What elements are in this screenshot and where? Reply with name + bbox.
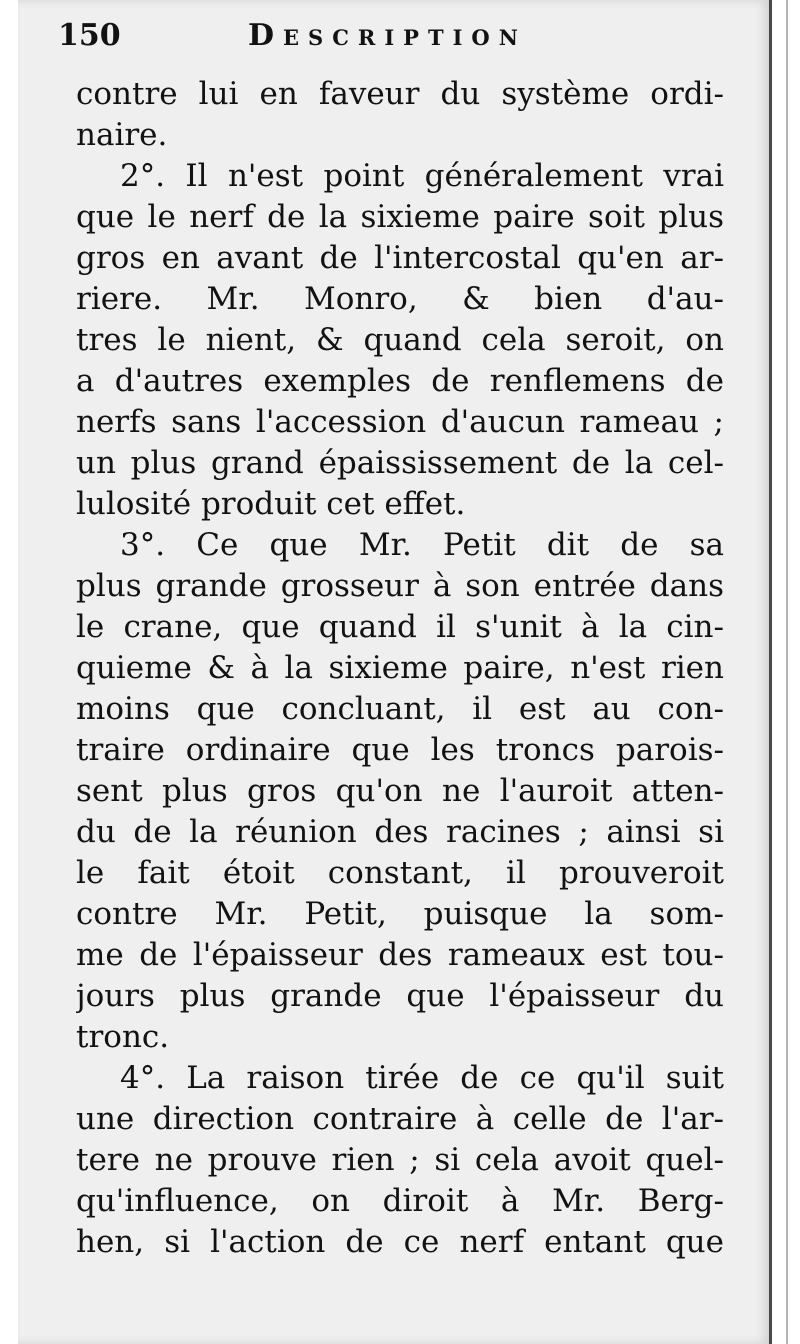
text-line: contre Mr. Petit, puisque la som-: [76, 896, 724, 932]
text-line: tere ne prouve rien ; si cela avoit quel-: [76, 1142, 724, 1178]
text-line: tronc.: [76, 1019, 170, 1055]
paragraph-start-line: 3°. Ce que Mr. Petit dit de sa: [120, 527, 724, 563]
text-line: du de la réunion des racines ; ainsi si: [76, 814, 724, 850]
text-line: le crane, que quand il s'unit à la cin-: [76, 609, 724, 645]
text-line: le fait étoit constant, il prouveroit: [76, 855, 724, 891]
text-line: traire ordinaire que les troncs parois-: [76, 732, 724, 768]
text-line: jours plus grande que l'épaisseur du: [76, 978, 724, 1014]
text-line: moins que concluant, il est au con-: [76, 691, 724, 727]
page-header: [58, 16, 738, 56]
text-line: que le nerf de la sixieme paire soit plus: [76, 199, 724, 235]
page-edge-shadow: [769, 0, 772, 1344]
text-line: gros en avant de l'intercostal qu'en ar-: [76, 240, 724, 276]
text-line: naire.: [76, 117, 168, 153]
page-edge-shadow: [786, 0, 788, 1344]
book-page: [18, 0, 770, 1344]
text-line: quieme & à la sixieme paire, n'est rien: [76, 650, 724, 686]
text-line: un plus grand épaississement de la cel-: [76, 445, 724, 481]
text-line: a d'autres exemples de renflemens de: [76, 363, 724, 399]
page-number: 150: [58, 18, 121, 53]
text-line: qu'influence, on diroit à Mr. Berg-: [76, 1183, 724, 1219]
text-line: tres le nient, & quand cela seroit, on: [76, 322, 724, 358]
text-line: sent plus gros qu'on ne l'auroit atten-: [76, 773, 724, 809]
text-line: nerfs sans l'accession d'aucun rameau ;: [76, 404, 724, 440]
text-line: riere. Mr. Monro, & bien d'au-: [76, 281, 724, 317]
text-line: contre lui en faveur du système ordi-: [76, 76, 724, 112]
paragraph-start-line: 2°. Il n'est point généralement vrai: [120, 158, 724, 194]
text-line: plus grande grosseur à son entrée dans: [76, 568, 724, 604]
text-line: me de l'épaisseur des rameaux est tou-: [76, 937, 724, 973]
running-title: Description: [248, 18, 527, 53]
body-text: [76, 74, 724, 1263]
paragraph-start-line: 4°. La raison tirée de ce qu'il suit: [120, 1060, 724, 1096]
text-line: hen, si l'action de ce nerf entant que: [76, 1224, 724, 1260]
text-line: une direction contraire à celle de l'ar-: [76, 1101, 724, 1137]
text-line: lulosité produit cet effet.: [76, 486, 466, 522]
